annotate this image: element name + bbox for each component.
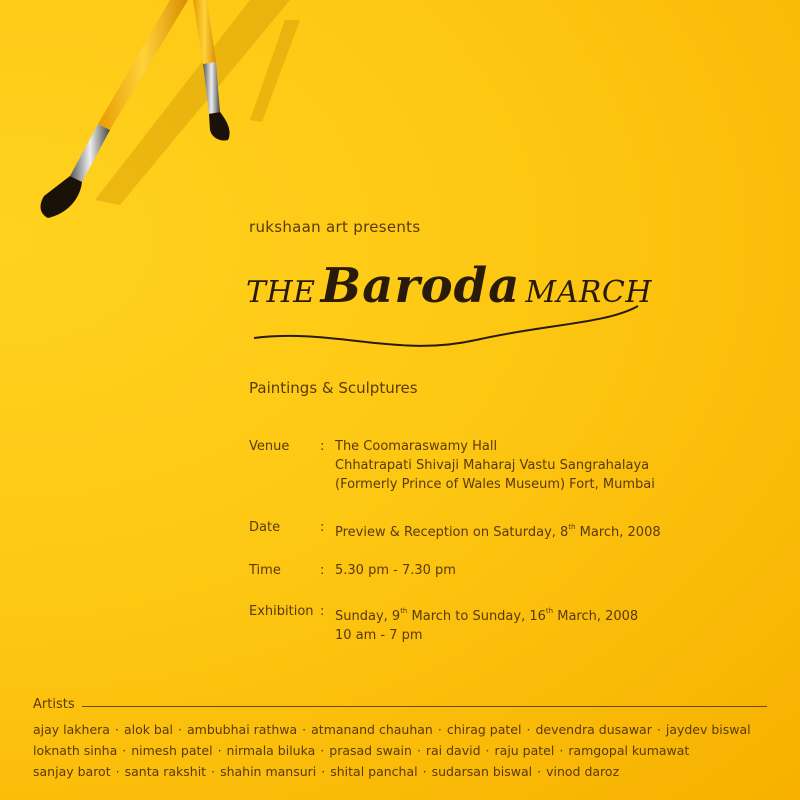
artist-name: ajay lakhera	[33, 722, 110, 737]
artist-name: nimesh patel	[131, 743, 213, 758]
artist-separator: ·	[422, 764, 427, 779]
presenter-line: rukshaan art presents	[249, 218, 421, 236]
artist-separator: ·	[437, 722, 442, 737]
date-value: Preview & Reception on Saturday, 8th March, 2008	[335, 523, 661, 540]
artist-name: jaydev biswal	[665, 722, 751, 737]
artist-separator: ·	[559, 743, 564, 758]
exhibition-hours: 10 am - 7 pm	[335, 628, 423, 643]
artist-name: atmanand chauhan	[311, 722, 433, 737]
time-value: 5.30 pm - 7.30 pm	[335, 563, 456, 578]
artist-name: loknath sinha	[33, 743, 118, 758]
venue-line-2: Chhatrapati Shivaji Maharaj Vastu Sangrahalaya	[335, 458, 650, 473]
artists-row	[33, 740, 773, 761]
artist-name: sanjay barot	[33, 764, 111, 779]
artist-separator: ·	[321, 764, 326, 779]
artist-separator: ·	[217, 743, 222, 758]
artist-name: rai david	[425, 743, 481, 758]
artists-row	[33, 761, 773, 782]
event-title	[246, 258, 666, 362]
artists-heading: Artists	[33, 697, 75, 712]
exhibition-label: Exhibition	[249, 604, 314, 619]
artists-list	[33, 719, 773, 782]
time-label: Time	[249, 563, 281, 578]
artist-name: shital panchal	[330, 764, 418, 779]
title-the: THE	[246, 275, 316, 310]
artist-name: nirmala biluka	[226, 743, 316, 758]
event-subtitle: Paintings & Sculptures	[249, 379, 418, 397]
title-swash-flourish	[246, 262, 666, 362]
artist-name: ambubhai rathwa	[186, 722, 298, 737]
date-label: Date	[249, 520, 281, 535]
artist-name: chirag patel	[446, 722, 522, 737]
artist-name: prasad swain	[329, 743, 412, 758]
artist-name: santa rakshit	[124, 764, 207, 779]
artist-name: devendra dusawar	[535, 722, 652, 737]
venue-colon: :	[320, 439, 325, 454]
artist-separator: ·	[526, 722, 531, 737]
artist-separator: ·	[114, 722, 119, 737]
artist-name: ramgopal kumawat	[568, 743, 690, 758]
exhibition-colon: :	[320, 604, 325, 619]
artist-separator: ·	[656, 722, 661, 737]
artist-separator: ·	[537, 764, 542, 779]
venue-line-1: The Coomaraswamy Hall	[335, 439, 498, 454]
venue-line-3: (Formerly Prince of Wales Museum) Fort, Mumbai	[335, 477, 655, 492]
artist-separator: ·	[178, 722, 182, 737]
artist-separator: ·	[485, 743, 490, 758]
artist-separator: ·	[320, 743, 325, 758]
time-colon: :	[320, 563, 325, 578]
artists-row	[33, 719, 773, 740]
artist-name: raju patel	[494, 743, 555, 758]
artist-separator: ·	[115, 764, 120, 779]
artist-name: sudarsan biswal	[431, 764, 533, 779]
exhibition-dates: Sunday, 9th March to Sunday, 16th March, 2008	[335, 607, 639, 624]
artist-name: alok bal	[123, 722, 173, 737]
title-march: MARCH	[525, 275, 652, 310]
artist-separator: ·	[211, 764, 216, 779]
paintbrushes-illustration	[0, 0, 300, 240]
artist-separator: ·	[416, 743, 421, 758]
artist-separator: ·	[122, 743, 127, 758]
artist-name: shahin mansuri	[220, 764, 317, 779]
venue-label: Venue	[249, 439, 290, 454]
date-colon: :	[320, 520, 325, 535]
artist-name: vinod daroz	[546, 764, 620, 779]
artists-divider	[82, 706, 767, 707]
title-baroda: Baroda	[320, 258, 521, 314]
artist-separator: ·	[302, 722, 307, 737]
